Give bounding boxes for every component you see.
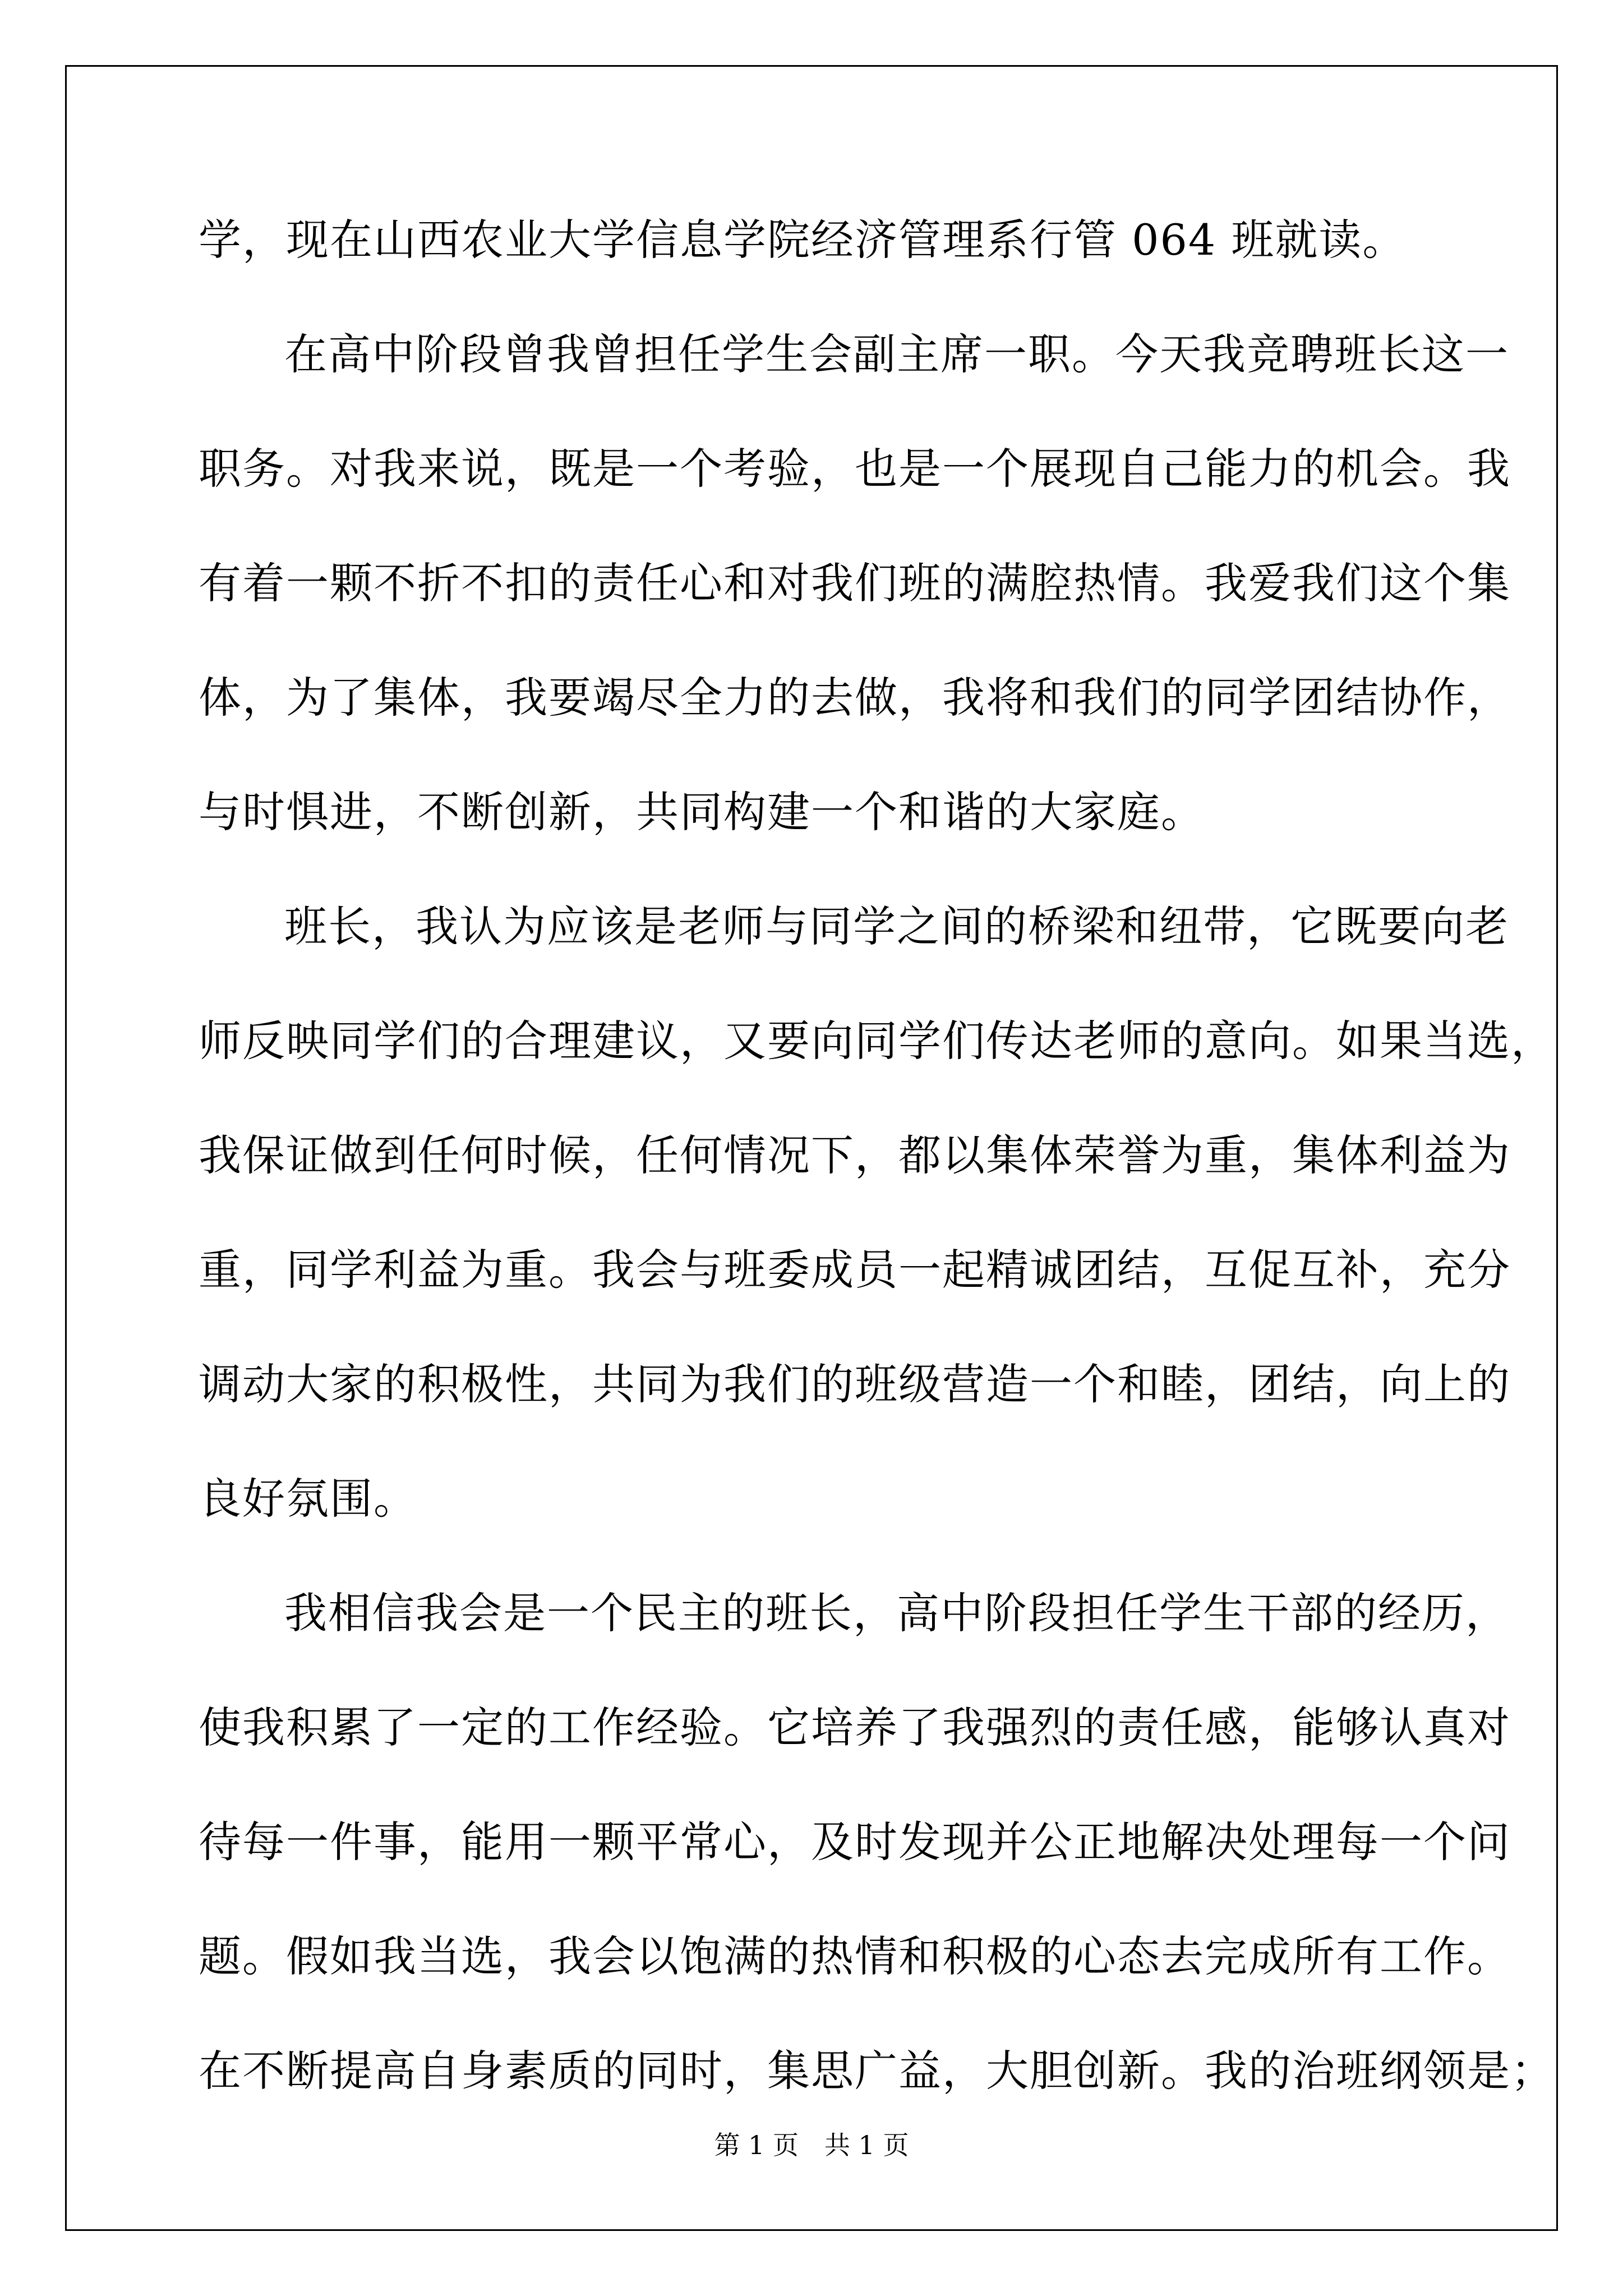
paragraph-start-line: 在高中阶段曾我曾担任学生会副主席一职。今天我竞聘班长这一 — [284, 329, 1509, 379]
text-line: 有着一颗不折不扣的责任心和对我们班的满腔热情。我爱我们这个集 — [199, 558, 1511, 608]
text-line: 学，现在山西农业大学信息学院经济管理系行管 064 班就读。 — [199, 215, 1407, 265]
text-line: 题。假如我当选，我会以饱满的热情和积极的心态去完成所有工作。 — [199, 1931, 1511, 1981]
text-line: 使我积累了一定的工作经验。它培养了我强烈的责任感，能够认真对 — [199, 1703, 1511, 1752]
text-line: 体，为了集体，我要竭尽全力的去做，我将和我们的同学团结协作， — [199, 673, 1511, 723]
text-line: 良好氛围。 — [199, 1474, 417, 1524]
text-line: 师反映同学们的合理建议，又要向同学们传达老师的意向。如果当选， — [199, 1016, 1555, 1066]
paragraph-start-line: 我相信我会是一个民主的班长，高中阶段担任学生干部的经历， — [284, 1588, 1509, 1638]
text-line: 职务。对我来说，既是一个考验，也是一个展现自己能力的机会。我 — [199, 444, 1511, 494]
page-total: 共 1 页 — [824, 2130, 909, 2160]
text-line: 调动大家的积极性，共同为我们的班级营造一个和睦，团结，向上的 — [199, 1359, 1511, 1409]
text-line: 我保证做到任何时候，任何情况下，都以集体荣誉为重，集体利益为 — [199, 1130, 1511, 1180]
page-footer — [0, 2129, 1623, 2161]
text-line: 与时惧进，不断创新，共同构建一个和谐的大家庭。 — [199, 787, 1205, 837]
text-line: 重，同学利益为重。我会与班委成员一起精诚团结，互促互补，充分 — [199, 1245, 1511, 1295]
paragraph-start-line: 班长，我认为应该是老师与同学之间的桥梁和纽带，它既要向老 — [284, 901, 1509, 951]
text-line: 在不断提高自身素质的同时，集思广益，大胆创新。我的治班纲领是； — [199, 2046, 1555, 2096]
document-body — [199, 213, 1555, 2159]
text-line: 待每一件事，能用一颗平常心，及时发现并公正地解决处理每一个问 — [199, 1817, 1511, 1867]
page-number: 第 1 页 — [714, 2130, 799, 2160]
